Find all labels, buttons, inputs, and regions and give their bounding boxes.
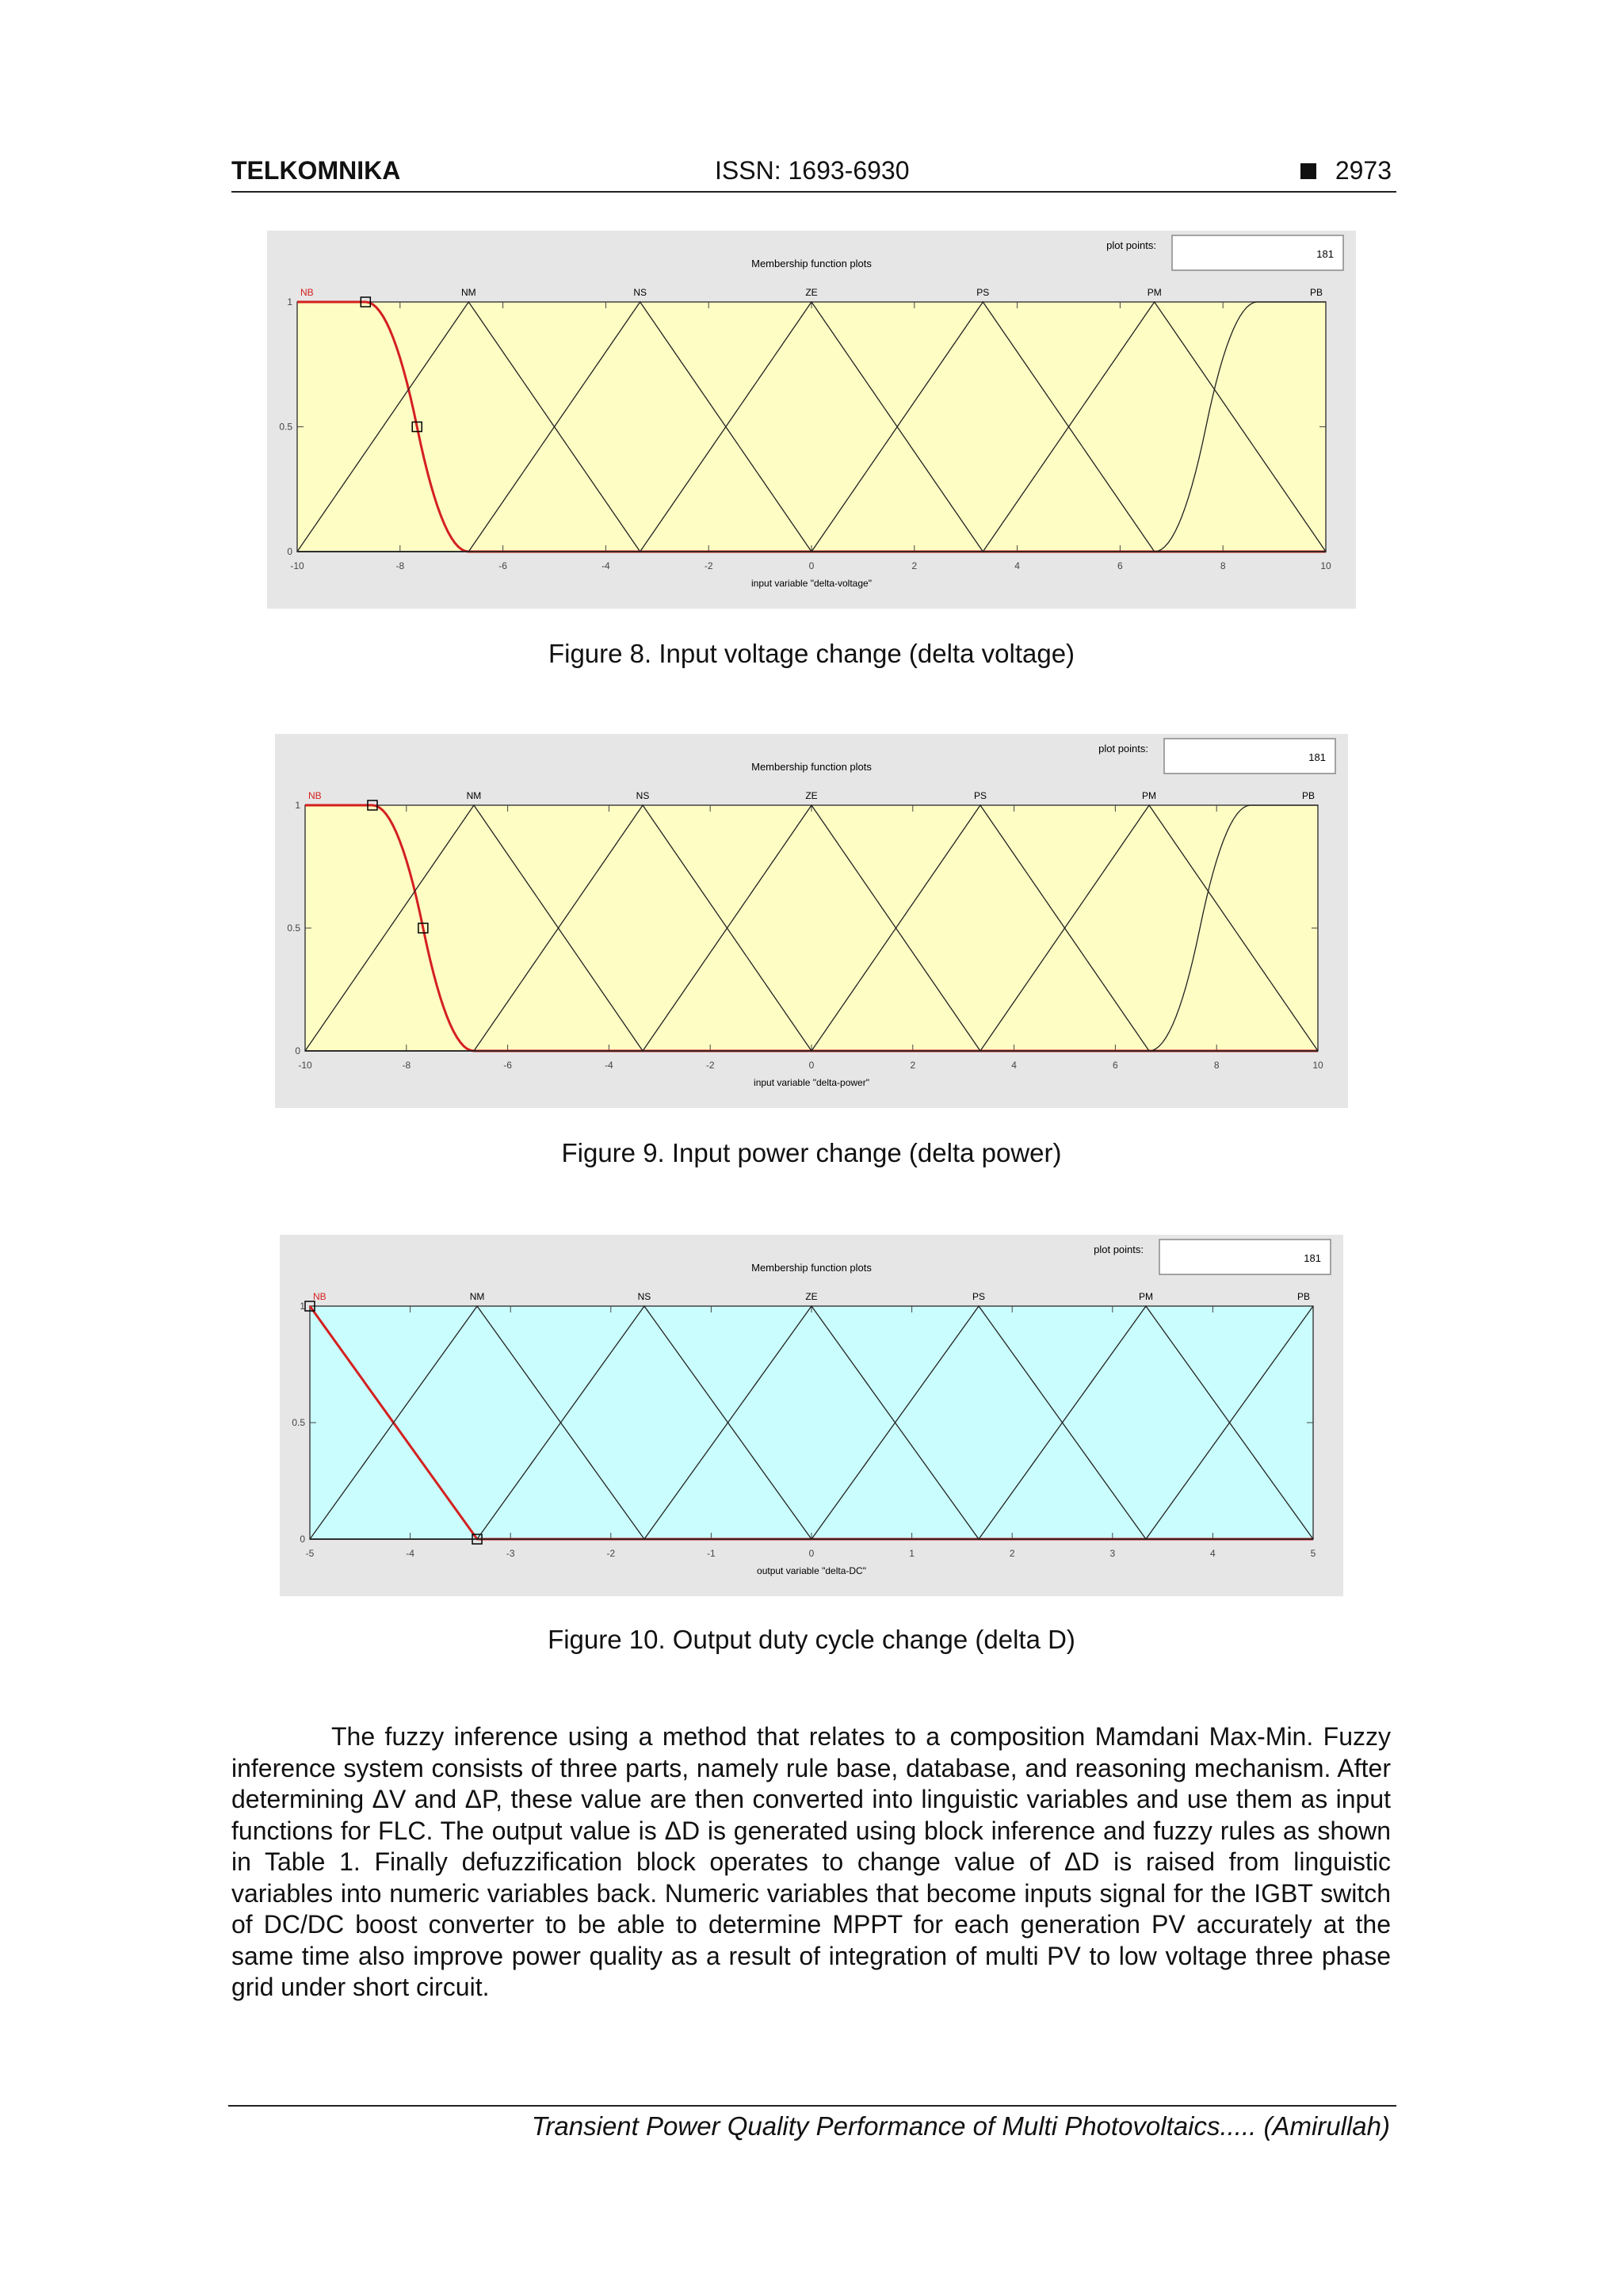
plot-points-value: 181 — [1304, 1252, 1321, 1264]
mf-label-nm: NM — [466, 790, 482, 801]
x-tick-label: 4 — [1210, 1548, 1216, 1559]
x-tick-label: -4 — [406, 1548, 414, 1559]
x-tick-label: 4 — [1014, 560, 1020, 571]
figure-8-svg — [267, 231, 1356, 609]
mf-label-ns: NS — [633, 287, 647, 298]
x-tick-label: -8 — [402, 1060, 411, 1071]
x-tick-label: 0 — [808, 560, 815, 571]
mf-label-ps: PS — [973, 790, 987, 801]
x-tick-label: 10 — [1312, 1060, 1323, 1071]
issn: ISSN: 1693-6930 — [715, 156, 910, 185]
x-tick-label: 2 — [1009, 1548, 1015, 1559]
y-tick-label: 0.5 — [279, 421, 292, 433]
mf-label-pm: PM — [1147, 287, 1162, 298]
mf-label-ze: ZE — [805, 287, 818, 298]
x-tick-label: 8 — [1220, 560, 1226, 571]
mf-label-nm: NM — [469, 1291, 485, 1302]
y-tick-label: 1 — [295, 800, 300, 811]
figure-10-svg — [280, 1235, 1343, 1596]
figure-8-panel — [267, 231, 1356, 609]
y-tick-label: 0 — [295, 1045, 300, 1056]
mf-label-ps: PS — [976, 287, 990, 298]
body-paragraph-text: The fuzzy inference using a method that relates to a composition Mamdani Max-Min. Fuzzy inference system consists of three parts, namely rule base, database, and reasoning mechanism. After determining ΔV and ΔP, these value are then converted into linguistic variables and use them as input functions for FLC. The output value is ΔD is generated using block inference and fuzzy rules as shown in Table 1. Finally defuzzification block operates to change value of ΔD is raised from linguistic variables into numeric variables back. Numeric variables that become inputs signal for the IGBT switch of DC/DC boost converter to be able to determine MPPT for each generation PV accurately at the same time also improve power quality as a result of integration of multi PV to low voltage three phase grid under short circuit. — [231, 1722, 1391, 2001]
x-axis-label: input variable "delta-power" — [754, 1077, 869, 1088]
x-axis-label: output variable "delta-DC" — [757, 1565, 866, 1576]
figure-8-caption: Figure 8. Input voltage change (delta voltage) — [548, 639, 1075, 668]
x-tick-label: 5 — [1310, 1548, 1316, 1559]
plot-area — [297, 302, 1326, 552]
y-tick-label: 0.5 — [287, 923, 300, 934]
plot-area — [305, 805, 1318, 1051]
plot-points-label: plot points: — [1106, 239, 1156, 251]
mf-label-pm: PM — [1142, 790, 1157, 801]
figure-10-panel — [280, 1235, 1343, 1596]
x-tick-label: -5 — [305, 1548, 315, 1559]
x-tick-label: 8 — [1213, 1060, 1220, 1071]
plot-points-label: plot points: — [1098, 743, 1148, 755]
x-tick-label: -3 — [506, 1548, 515, 1559]
y-tick-label: 0 — [287, 546, 292, 557]
figure-10-caption: Figure 10. Output duty cycle change (delta D) — [548, 1625, 1075, 1654]
x-tick-label: -10 — [298, 1060, 312, 1071]
x-tick-label: -4 — [601, 560, 610, 571]
mf-label-ps: PS — [972, 1291, 986, 1302]
y-tick-label: 1 — [287, 296, 292, 308]
footer-rule — [228, 2105, 1396, 2107]
page-header — [231, 155, 1396, 193]
panel-title: Membership function plots — [751, 761, 872, 773]
panel-title: Membership function plots — [751, 1262, 872, 1274]
mf-label-ze: ZE — [805, 790, 818, 801]
plot-area — [310, 1306, 1313, 1539]
mf-label-pm: PM — [1138, 1291, 1153, 1302]
x-tick-label: 1 — [909, 1548, 915, 1559]
journal-name: TELKOMNIKA — [231, 156, 401, 185]
x-tick-label: 3 — [1109, 1548, 1116, 1559]
mf-label-pb: PB — [1309, 287, 1323, 298]
x-tick-label: -2 — [705, 1060, 715, 1071]
x-tick-label: 2 — [911, 560, 918, 571]
mf-label-nb: NB — [313, 1291, 327, 1302]
mf-label-ns: NS — [636, 790, 650, 801]
figure-9-svg — [275, 734, 1348, 1108]
running-footer: Transient Power Quality Performance of Multi Photovoltaics..... (Amirullah) — [531, 2111, 1390, 2141]
x-tick-label: 6 — [1117, 560, 1123, 571]
mf-label-ns: NS — [637, 1291, 651, 1302]
y-tick-label: 0 — [300, 1534, 305, 1545]
x-tick-label: -4 — [605, 1060, 613, 1071]
x-tick-label: 6 — [1113, 1060, 1118, 1071]
x-tick-label: 0 — [808, 1060, 815, 1071]
plot-points-label: plot points: — [1094, 1244, 1144, 1255]
mf-label-nb: NB — [300, 287, 314, 298]
x-tick-label: -10 — [290, 560, 304, 571]
x-tick-label: -2 — [704, 560, 713, 571]
x-tick-label: -6 — [503, 1060, 512, 1071]
x-tick-label: -2 — [606, 1548, 616, 1559]
plot-points-value: 181 — [1308, 751, 1326, 763]
plot-points-value: 181 — [1316, 248, 1334, 260]
body-paragraph — [231, 1721, 1391, 2004]
page-number-block — [1300, 156, 1392, 185]
y-tick-label: 0.5 — [292, 1417, 305, 1428]
y-tick-label: 1 — [300, 1301, 305, 1312]
x-tick-label: -8 — [395, 560, 405, 571]
x-axis-label: input variable "delta-voltage" — [751, 578, 872, 589]
x-tick-label: 4 — [1011, 1060, 1017, 1071]
x-tick-label: 2 — [910, 1060, 916, 1071]
figure-9-panel — [275, 734, 1348, 1108]
x-tick-label: 10 — [1320, 560, 1331, 571]
figure-9-caption: Figure 9. Input power change (delta power) — [561, 1138, 1062, 1167]
page-number: 2973 — [1335, 156, 1392, 185]
x-tick-label: -1 — [707, 1548, 716, 1559]
x-tick-label: 0 — [808, 1548, 815, 1559]
square-bullet-icon — [1300, 163, 1316, 179]
mf-label-nb: NB — [308, 790, 322, 801]
mf-label-ze: ZE — [805, 1291, 818, 1302]
panel-title: Membership function plots — [751, 258, 872, 269]
mf-label-nm: NM — [460, 287, 476, 298]
mf-label-pb: PB — [1301, 790, 1315, 801]
mf-label-pb: PB — [1296, 1291, 1310, 1302]
x-tick-label: -6 — [498, 560, 507, 571]
